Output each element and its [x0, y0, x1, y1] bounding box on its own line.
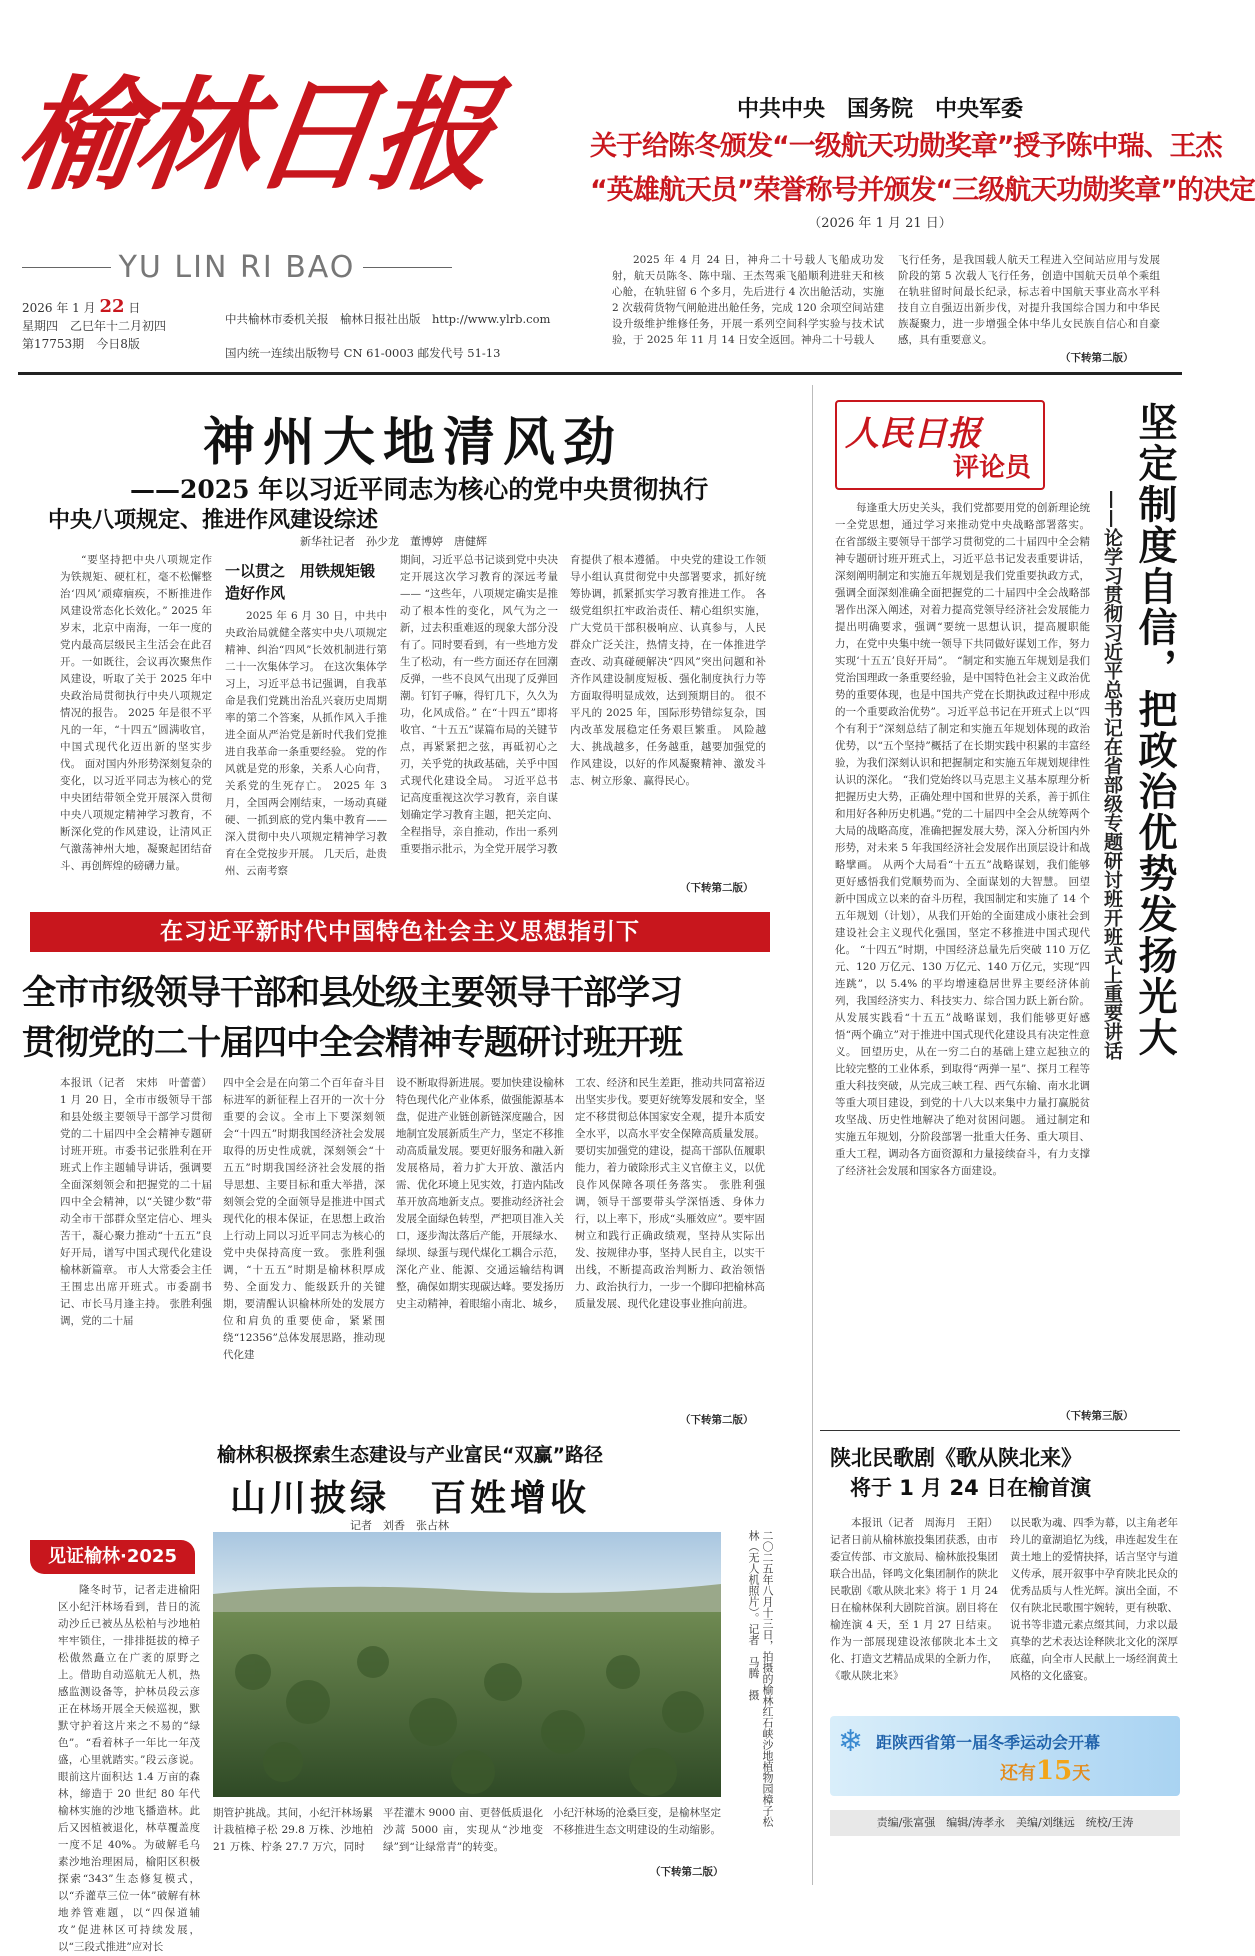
- logo-text: 榆林日报: [7, 63, 501, 207]
- story3-bottom-2: 平茬灌木 9000 亩、更替低质退化沙蒿 5000 亩，实现从“沙地变绿”到“让绿常青”的转变。: [383, 1807, 543, 1853]
- story2-title-1: 全市市级领导干部和县处级主要领导干部学习: [22, 973, 682, 1013]
- story2-title-2: 贯彻党的二十届四中全会精神专题研讨班开班: [22, 1023, 682, 1063]
- logo-pinyin: YU LIN RI BAO: [22, 250, 452, 285]
- news-title-1: 陕北民歌剧《歌从陕北来》: [830, 1446, 1082, 1470]
- date-block: 2026 年 1 月 22 日 星期四 乙巳年十二月初四 第17753期 今日8版: [22, 296, 167, 351]
- story1-next: （下转第二版）: [680, 882, 754, 894]
- lead-col-1: 2025 年 4 月 24 日，神舟二十号载人飞船成功发射，航天员陈冬、陈中瑞、王杰驾乘飞船顺利进驻天和核心舱，在轨驻留 6 个多月，先后进行 4 次出舱活动，实施 2 次载荷货物气闸舱进出舱任务，完成 120 余项空间站建设升级维护维修任务，开展一系列空间科学实验与技术试验，于 2025 年 11 月 14 日安全返回。神舟二十号载人: [612, 254, 884, 346]
- story1-col-4: 育提供了根本遵循。 中央党的建设工作领导小组认真贯彻党中央部署要求，抓好统筹协调，抓紧抓实学习教育推进工作。 各级党组织扛牢政治责任、精心组织实施，广大党员干部积极响应、认真参与，人民群众广泛关注，热情支持，在一体推进学查改、动真碰硬解决“四风”突出问题和补齐作风建设制度短板、强化制度执行力等方面取得明显成效，达到预期目的。 很不平凡的 2025 年，国际形势错综复杂，国内改革发展稳定任务艰巨繁重。 风险越大、挑战越多，任务越重，越要加强党的作风建设，以好的作风凝聚精神、激发斗志、树立形象、赢得民心。: [570, 554, 766, 787]
- story3-title: 山川披绿 百姓增收: [229, 1477, 590, 1519]
- date-day: 22: [99, 296, 125, 317]
- publisher-info: 中共榆林市委机关报 榆林日报社出版 http://www.ylrb.com 国内统一连续出版物号 CN 61-0003 邮发代号 51-13: [225, 312, 551, 360]
- story3-col-1: 隆冬时节，记者走进榆阳区小纪汗林场看到，昔日的流动沙丘已被丛丛松柏与沙地柏牢牢锁住，一排排挺拔的樟子松傲然矗立在广袤的原野之上。借助自动巡航无人机，热感监测设备等，护林员段云彦正在林场开展全天候巡视，默默守护着这片来之不易的“绿色”。“看着林子一年比一年茂盛，心里就踏实。”段云彦说。 眼前这片面积达 1.4 万亩的森林，缔造于 20 世纪 80 年代榆林实施的沙地飞播造林。此后又因植被退化，林草覆盖度一度不足 40%。为破解毛乌素沙地治理困局，榆阳区积极探索“343”生态修复模式，以“乔灌草三位一体”破解有林地养管难题，以“四保道辅攻”促进林区可持续发展，以“三段式推进”应对长: [58, 1584, 200, 1953]
- commentary-next: （下转第三版）: [1060, 1410, 1134, 1422]
- lead-col-2: 飞行任务，是我国载人航天工程进入空间站应用与发展阶段的第 5 次载人飞行任务，创造中国航天员单个乘组在轨驻留时间最长纪录，标志着中国航天事业高水平科技自立自强迈出新步伐，对提升我国综合国力和中华民族凝聚力，进一步增强全体中华儿女民族自信心和自豪感，具有重要意义。: [898, 254, 1160, 346]
- lead-title-1: 关于给陈冬颁发“一级航天功勋奖章”授予陈中瑞、王杰: [590, 131, 1222, 162]
- story3-bottom-3: 小纪汗林场的沧桑巨变，是榆林坚定不移推进生态文明建设的生动缩影。: [553, 1807, 721, 1836]
- news-col-1: 本报讯（记者 周海月 王阳）记者日前从榆林旅投集团获悉，由市委宣传部、市文旅局、榆林旅投集团联合出品，铎鸣文化集团制作的陕北民歌剧《歌从陕北来》将于 1 月 24 日在榆林保利大剧院首演。剧目将在榆连演 4 天，至 1 月 27 日结束。 作为一部展现建设浓郁陕北本土文化、打造文艺精品成果的全新力作，《歌从陕北来》: [830, 1517, 998, 1682]
- commentary-subtitle: ——论学习贯彻习近平总书记在省部级专题研讨班开班式上重要讲话: [1101, 490, 1123, 1060]
- story2-next: （下转第二版）: [680, 1414, 754, 1426]
- story3-badge: 见证榆林·2025: [30, 1540, 195, 1574]
- footer-credits: 责编/张富强 编辑/涛孝永 美编/刘继远 统校/王涛: [830, 1810, 1180, 1836]
- masthead-logo: [7, 60, 501, 210]
- story3-kicker: 榆林积极探索生态建设与产业富民“双赢”路径: [217, 1444, 603, 1466]
- lead-date: （2026 年 1 月 21 日）: [808, 216, 952, 231]
- story3-bottom-1: 期管护挑战。其间，小纪汗林场累计栽植樟子松 29.8 万株、沙地柏 21 万株、柠条 27.7 万穴，同时: [213, 1807, 373, 1853]
- news-col-2: 以民歌为魂、四季为幕，以主角老年玲儿的童湖追忆为线，串连起发生在黄土地上的爱情抉择，话言坚守与道义传承，展开叙事中孕育陕北民众的优秀品质与人性光辉。演出全面，不仅有陕北民歌围宇婉转，更有秧歌、说书等非遗元素点缀其间，力求以最真挚的艺术表达诠释陕北文化的深厚底蕴，向全市人民献上一场经润黄土风格的文化盛宴。: [1010, 1517, 1178, 1682]
- lead-next: （下转第二版）: [1060, 352, 1134, 364]
- commentary-title: 坚定制度自信，把政治优势发扬光大: [1132, 402, 1178, 1058]
- story2-banner: 在习近平新时代中国特色社会主义思想指引下: [30, 912, 770, 952]
- story3-byline: 记者 刘香 张占林: [350, 1519, 449, 1532]
- story2-col-4: 工农、经济和民生差距，推动共同富裕迈出坚实步伐。要更好统筹发展和安全，坚定不移贯彻总体国家安全观，提升本质安全水平，以高水平安全保障高质量发展。要切实加强党的建设，提高干部队伍履职能力，着力破除形式主义官僚主义，以优良作风保障各项任务落实。 张胜利强调，领导干部要带头学深悟透、身体力行，以上率下，形成“头雁效应”。要牢固树立和践行正确政绩观，坚持从实际出发、按规律办事，坚持人民自主，以实干出线，不断提高政治判断力、政治领悟力、政治执行力，一步一个脚印把榆林高质量发展、现代化建设事业推向前进。: [575, 1077, 765, 1310]
- story3-photo: [213, 1532, 721, 1797]
- story1-col-3: 期间，习近平总书记谈到党中央决定开展这次学习教育的深远考量—— “这些年，八项规定确实是推动了根本性的变化，风气为之一新，过去积重难返的现象大部分没有了。同时要看到，有一些地方发生了松动，有一些方面还存在回潮反弹，一些不良风气出现了反弹回潮。钉钉子嘛，得钉几下，久久为功，化风成俗。” 在“十四五”即将收官、“十五五”谋篇布局的关键节点，再紧紧把之弦，再砥初心之刃，关乎党的执政基础，关乎中国式现代化建设全局。 习近平总书记高度重视这次学习教育，亲自谋划确定学习教育主题，把关定向、全程指导，亲自推动，作出一系列重要指示批示，为全党开展学习教: [400, 554, 558, 855]
- forest-photo-image: [213, 1532, 721, 1797]
- commentary-text: 每逢重大历史关头，我们党都要用党的创新理论统一全党思想，通过学习来推动党中央战略部署落实。 在省部级主要领导干部学习贯彻党的二十届四中全会精神专题研讨班开班式上，习近平总书记发表重要讲话，深刻阐明制定和实施五年规划是我们党重要执政方式，强调全面深刻准确全面把握党的二十届四中全会战略部署作出深入阐述，对着力提高党领导经济社会发展能力提出明确要求，强调“要统一思想认识，提高履职能力，在党中央集中统一领导下共同做好谋划工作，努力实现‘十五五’良好开局”。 “制定和实施五年规划是我们党治国理政一条重要经验，是中国特色社会主义政治优势的重要体现，也是中国共产党在长期执政过程中形成的一个重要政治优势”。习近平总书记在开班式上以“四个有利于”深刻总结了制定和实施五年规划体现的政治优势，以“五个坚持”概括了在长期实践中积累的丰富经验，为我们深刻认识和把握制定和实施五年规划规律性认识的深化。 “我们党始终以马克思主义基本原理分析把握历史大势，正确处理中国和世界的关系，善于抓住和用好各种历史机遇。”党的二十届四中全会从统筹两个大局的战略高度，准确把握发展大势，深入分析国内外形势，对未来 5 年我国经济社会发展作出顶层设计和战略擘画。 从两个大局看“十五五”战略谋划，我们能够更好感悟我们党顺势而为、全面谋划的大智慧。 回望新中国成立以来的奋斗历程，我国制定和实施了 14 个五年规划（计划），从我们开始的全面建成小康社会到建设社会主义现代化强国，坚定不移推进中国式现代化。 “十四五”时期，中国经济总量先后突破 110 万亿元、120 万亿元、130 万亿元、140 万亿元，实现“四连跳”，以 5.4% 的平均增速稳居世界主要经济体前列，我国经济实力、科技实力、综合国力跃上新台阶。 从发展实践看“十五五”战略谋划，我们能够更好感悟“两个确立”对于推进中国式现代化建设具有决定性意义。 回望历史，从在一穷二白的基础上建立起独立的比较完整的工业体系，到取得“两弹一星”、探月工程等重大科技突破，从完成三峡工程、西气东输、南水北调等重大项目建设，到党的十八大以来集中力量打赢脱贫攻坚战、历史性地解决了绝对贫困问题。 通过制定和实施五年规划，分阶段部署一批重大任务、重大项目、重大工程，调动各方面资源和力量接续奋斗，有力支撑了经济社会发展和国家各方面建设。: [835, 502, 1090, 1177]
- story1-subtitle: ——2025 年以习近平同志为核心的党中央贯彻执行: [130, 475, 709, 504]
- story1-col-2: 2025 年 6 月 30 日，中共中央政治局就健全落实中央八项规定精神、纠治“四风”长效机制进行第二十一次集体学习。 在这次集体学习上，习近平总书记强调，自我革命是我们党跳出治乱兴衰历史周期率的第二个答案，从抓作风入手推进全面从严治党是新时代我们党推进自我革命一条重要经验。 党的作风就是党的形象，关系人心向背，关系党的生死存亡。 2025 年 3 月，全国两会刚结束，一场动真碰硬、一抓到底的党内集中教育——深入贯彻中央八项规定精神学习教育在全党按步开展。 几天后，赴贵州、云南考察: [225, 610, 387, 877]
- story1-subhead: 一以贯之 用铁规矩锻造好作风: [225, 562, 376, 602]
- winter-games-ad: ❄ 距陕西省第一届冬季运动会开幕 还有15天: [830, 1716, 1180, 1796]
- right-column-divider: [812, 385, 813, 1885]
- story1-byline: 新华社记者 孙少龙 董博婷 唐健辉: [300, 535, 487, 548]
- lead-kicker: 中共中央 国务院 中央军委: [736, 97, 1023, 122]
- right-divider: [820, 1430, 1180, 1431]
- story3-next: （下转第二版）: [650, 1866, 724, 1878]
- commentary-brand: [835, 400, 1045, 490]
- brand-sub: 评论员: [952, 453, 1031, 483]
- lead-title-2: “英雄航天员”荣誉称号并颁发“三级航天功勋奖章”的决定: [590, 175, 1255, 206]
- story2-col-2: 四中全会是在向第二个百年奋斗目标进军的新征程上召开的一次十分重要的会议。全市上下要深刻领会“十四五”时期我国经济社会发展取得的历史性成就，深刻领会“十五五”时期我国经济社会发展的指导思想、主要目标和重大举措，深刻领会党的全面领导是推进中国式现代化的根本保证，在思想上政治上行动上同以习近平同志为核心的党中央保持高度一致。 张胜利强调，“十五五”时期是榆林积厚成势、全面发力、能级跃升的关键期，要清醒认识榆林所处的发展方位和肩负的重要使命，紧紧围绕“12356”总体发展思路，推动现代化建: [223, 1077, 385, 1361]
- countdown-days: 15: [1036, 1756, 1073, 1786]
- top-divider: [18, 372, 1182, 375]
- story3-photo-caption: 二〇二五年八月十三日，拍摄的榆林红石峡沙地植物园樟子松林（无人机照片）。记者 马腾 摄: [747, 1530, 774, 1827]
- story2-col-3: 设不断取得新进展。要加快建设榆林特色现代化产业体系，做强能源基本盘，促进产业链创新链深度融合，因地制宜发展新质生产力，坚定不移推动高质量发展。要更好服务和融入新发展格局，着力扩大开放、激活内需、优化环境上见实效，打造内陆改革开放高地新支点。要推动经济社会发展全面绿色转型，严把项目准入关口，逐步淘汰落后产能，开展绿水、绿坝、绿蛋与现代煤化工耦合示范，深化产业、能源、交通运输结构调整，确保如期实现碳达峰。要发扬历史主动精神，着眼缩小南北、城乡，: [396, 1077, 564, 1310]
- story1-col-1: “要坚持把中央八项规定作为铁规矩、硬杠杠，毫不松懈整治‘四风’顽瘴痼疾，不断推进作风建设常态化长效化。” 2025 年岁末，北京中南海，一年一度的党内最高层级民主生活会在此召开。一如既往，会议再次聚焦作风建设，听取了关于 2025 年中央政治局贯彻执行中央八项规定情况的报告。 2025 年是很不平凡的一年，“十四五”圆满收官，中国式现代化迈出新的坚实步伐。 面对国内外形势深刻复杂的变化，以习近平同志为核心的党中央团结带领全党开展深入贯彻中央八项规定精神学习教育，不断深化党的作风建设，让清风正气激荡神州大地，凝聚起团结奋斗、再创辉煌的磅礴力量。: [60, 554, 212, 872]
- snowflake-icon: ❄: [838, 1724, 864, 1759]
- story1-title: 神州大地清风劲: [202, 412, 623, 473]
- news-title-2: 将于 1 月 24 日在榆首演: [850, 1476, 1092, 1500]
- story2-col-1: 本报讯（记者 宋炜 叶蕾蕾）1 月 20 日，全市市级领导干部和县处级主要领导干部学习贯彻党的二十届四中全会精神专题研讨班开班。市委书记张胜利在开班式上作主题辅导讲话，强调要全面深刻领会和把握党的二十届四中全会精神，以“关键少数”带动全市干部群众坚定信心、埋头苦干，凝心聚力推动“十五五”良好开局，谱写中国式现代化建设榆林新篇章。 市人大常委会主任王围忠出席开班式。市委副书记、市长马月逢主持。 张胜利强调，党的二十届: [60, 1077, 212, 1327]
- story1-subtitle-2: 中央八项规定、推进作风建设综述: [48, 507, 379, 533]
- brand-logo: 人民日报: [845, 414, 981, 454]
